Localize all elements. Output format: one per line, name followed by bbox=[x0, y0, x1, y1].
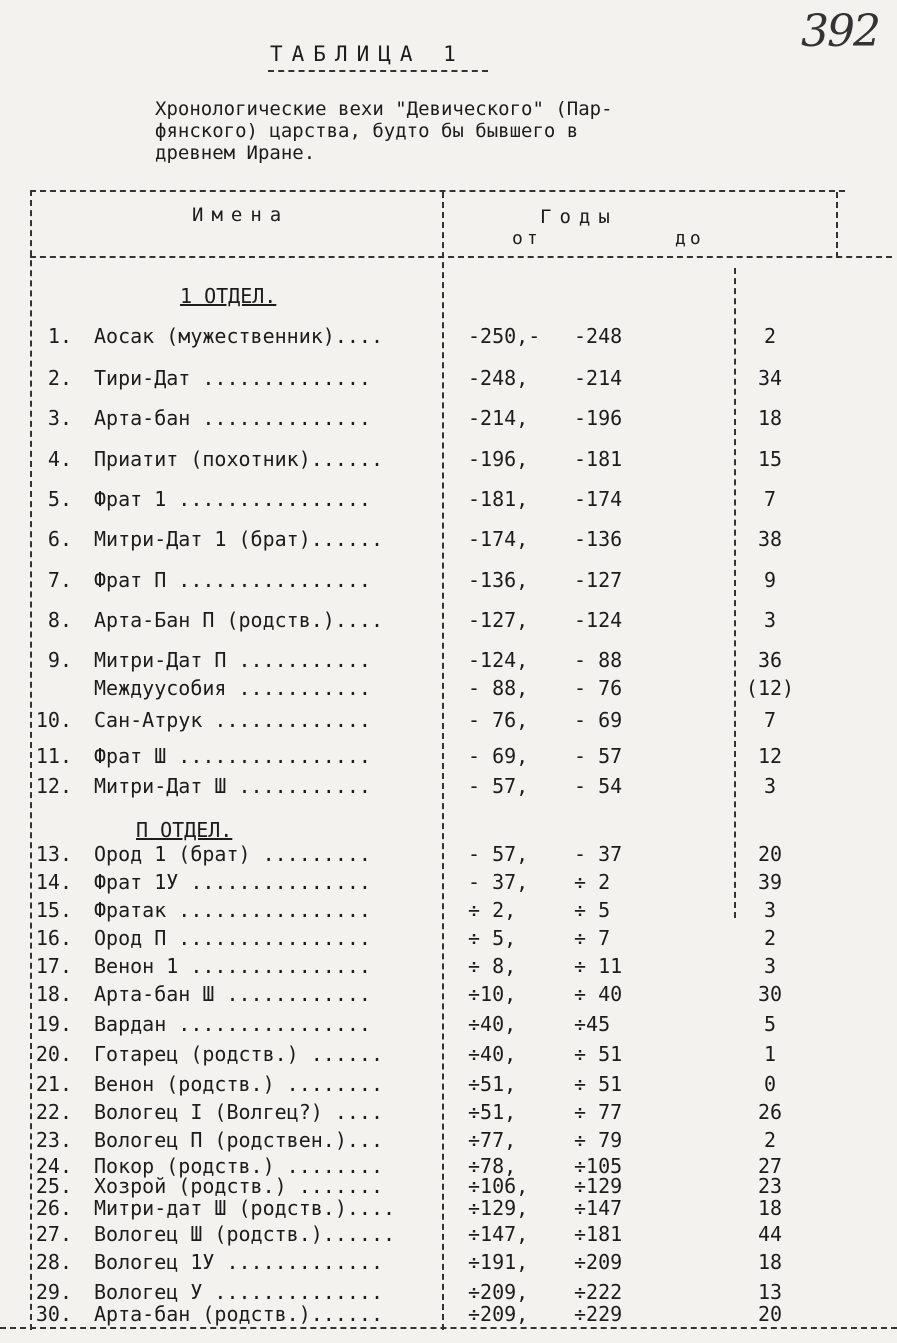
row-number: 10. bbox=[35, 708, 72, 732]
reign-length: 38 bbox=[757, 527, 783, 551]
reign-length: 2 bbox=[763, 324, 777, 348]
year-from: ÷77, bbox=[468, 1128, 517, 1152]
year-from: - 76, bbox=[468, 708, 529, 732]
row-number: 28. bbox=[35, 1250, 72, 1274]
ruler-name: Вологец Ш (родств.)...... bbox=[94, 1222, 396, 1246]
reign-length: 20 bbox=[757, 842, 783, 866]
section-heading-2: П ОТДЕЛ. bbox=[136, 818, 233, 842]
year-from: ÷209, bbox=[468, 1302, 529, 1326]
year-to: ÷222 bbox=[574, 1280, 623, 1304]
year-to: -181 bbox=[574, 447, 623, 471]
ruler-name: Ород П ................ bbox=[94, 926, 371, 950]
row-number: 19. bbox=[35, 1012, 72, 1036]
year-to: -124 bbox=[574, 608, 623, 632]
header-to: до bbox=[675, 228, 705, 249]
year-to: -214 bbox=[574, 366, 623, 390]
row-number: 3. bbox=[47, 406, 72, 430]
table-row bbox=[0, 676, 897, 700]
table-row bbox=[0, 744, 897, 768]
ruler-name: Арта-бан .............. bbox=[94, 406, 371, 430]
year-to: ÷181 bbox=[574, 1222, 623, 1246]
reign-length: 7 bbox=[763, 708, 777, 732]
row-number: 7. bbox=[47, 568, 72, 592]
table-top-rule bbox=[30, 190, 845, 192]
table-row bbox=[0, 870, 897, 894]
row-number: 2. bbox=[47, 366, 72, 390]
row-number: 12. bbox=[35, 774, 72, 798]
ruler-name: Митри-Дат 1 (брат)...... bbox=[94, 527, 383, 551]
year-to: -196 bbox=[574, 406, 623, 430]
ruler-name: Фрат Ш ................ bbox=[94, 744, 371, 768]
year-from: ÷ 8, bbox=[468, 954, 517, 978]
year-from: - 69, bbox=[468, 744, 529, 768]
table-row bbox=[0, 708, 897, 732]
table-row bbox=[0, 527, 897, 551]
year-to: -248 bbox=[574, 324, 623, 348]
year-from: - 57, bbox=[468, 774, 529, 798]
table-row bbox=[0, 926, 897, 950]
table-row bbox=[0, 568, 897, 592]
reign-length: 3 bbox=[763, 608, 777, 632]
year-to: ÷ 51 bbox=[574, 1042, 623, 1066]
row-number: 30. bbox=[35, 1302, 72, 1326]
ruler-name: Вардан ................ bbox=[94, 1012, 371, 1036]
year-from: ÷78, bbox=[468, 1154, 517, 1178]
year-to: ÷147 bbox=[574, 1196, 623, 1220]
table-row bbox=[0, 982, 897, 1006]
row-number: 26. bbox=[35, 1196, 72, 1220]
table-title: ТАБЛИЦА 1 bbox=[270, 42, 465, 66]
table-row bbox=[0, 774, 897, 798]
year-to: ÷ 5 bbox=[574, 898, 611, 922]
year-to: - 57 bbox=[574, 744, 623, 768]
ruler-name: Готарец (родств.) ...... bbox=[94, 1042, 383, 1066]
row-number: 5. bbox=[47, 487, 72, 511]
reign-length: 39 bbox=[757, 870, 783, 894]
year-from: ÷129, bbox=[468, 1196, 529, 1220]
ruler-name: Арта-бан (родств.)...... bbox=[94, 1302, 383, 1326]
year-to: - 37 bbox=[574, 842, 623, 866]
year-from: ÷51, bbox=[468, 1100, 517, 1124]
header-right-rule bbox=[836, 192, 838, 258]
year-to: ÷105 bbox=[574, 1154, 623, 1178]
ruler-name: Хозрой (родств.) ....... bbox=[94, 1174, 383, 1198]
table-row bbox=[0, 1302, 897, 1326]
year-from: ÷147, bbox=[468, 1222, 529, 1246]
ruler-name: Митри-Дат Ш ........... bbox=[94, 774, 371, 798]
year-to: - 88 bbox=[574, 648, 623, 672]
year-from: ÷10, bbox=[468, 982, 517, 1006]
reign-length: 36 bbox=[757, 648, 783, 672]
year-from: - 88, bbox=[468, 676, 529, 700]
table-row bbox=[0, 1100, 897, 1124]
reign-length: 5 bbox=[763, 1012, 777, 1036]
header-from: от bbox=[512, 228, 542, 249]
ruler-name: Фрат 1 ................ bbox=[94, 487, 371, 511]
table-bottom-rule bbox=[0, 1327, 897, 1329]
ruler-name: Фратак ................ bbox=[94, 898, 371, 922]
reign-length: (12) bbox=[745, 676, 795, 700]
year-to: ÷ 77 bbox=[574, 1100, 623, 1124]
ruler-name: Венон 1 ............... bbox=[94, 954, 371, 978]
ruler-name: Вологец 1У ............. bbox=[94, 1250, 383, 1274]
ruler-name: Ород 1 (брат) ......... bbox=[94, 842, 371, 866]
table-row bbox=[0, 487, 897, 511]
row-number: 22. bbox=[35, 1100, 72, 1124]
reign-length: 26 bbox=[757, 1100, 783, 1124]
year-from: - 37, bbox=[468, 870, 529, 894]
reign-length: 1 bbox=[763, 1042, 777, 1066]
table-row bbox=[0, 842, 897, 866]
year-from: -174, bbox=[468, 527, 529, 551]
reign-length: 13 bbox=[757, 1280, 783, 1304]
table-row bbox=[0, 898, 897, 922]
ruler-name: Арта-Бан П (родств.).... bbox=[94, 608, 383, 632]
ruler-name: Фрат 1У ............... bbox=[94, 870, 371, 894]
year-from: -196, bbox=[468, 447, 529, 471]
ruler-name: Вологец У .............. bbox=[94, 1280, 383, 1304]
year-from: -214, bbox=[468, 406, 529, 430]
row-number: 8. bbox=[47, 608, 72, 632]
year-from: -248, bbox=[468, 366, 529, 390]
table-row bbox=[0, 366, 897, 390]
row-number: 6. bbox=[47, 527, 72, 551]
year-from: -127, bbox=[468, 608, 529, 632]
row-number: 25. bbox=[35, 1174, 72, 1198]
row-number: 29. bbox=[35, 1280, 72, 1304]
row-number: 21. bbox=[35, 1072, 72, 1096]
year-from: - 57, bbox=[468, 842, 529, 866]
year-to: -127 bbox=[574, 568, 623, 592]
header-names: Имена bbox=[192, 204, 290, 226]
year-from: ÷209, bbox=[468, 1280, 529, 1304]
reign-length: 2 bbox=[763, 926, 777, 950]
ruler-name: Тири-Дат .............. bbox=[94, 366, 371, 390]
year-to: ÷ 51 bbox=[574, 1072, 623, 1096]
year-from: ÷106, bbox=[468, 1174, 529, 1198]
table-row bbox=[0, 608, 897, 632]
table-row bbox=[0, 954, 897, 978]
ruler-name: Митри-дат Ш (родств.).... bbox=[94, 1196, 396, 1220]
reign-length: 18 bbox=[757, 1250, 783, 1274]
reign-length: 44 bbox=[757, 1222, 783, 1246]
table-row bbox=[0, 1128, 897, 1152]
row-number: 16. bbox=[35, 926, 72, 950]
year-to: -136 bbox=[574, 527, 623, 551]
table-row bbox=[0, 324, 897, 348]
table-row bbox=[0, 1280, 897, 1304]
reign-length: 15 bbox=[757, 447, 783, 471]
row-number: 13. bbox=[35, 842, 72, 866]
reign-length: 30 bbox=[757, 982, 783, 1006]
row-number: 1. bbox=[47, 324, 72, 348]
year-to: ÷229 bbox=[574, 1302, 623, 1326]
header-bottom-rule bbox=[30, 256, 892, 258]
header-years: Годы bbox=[540, 206, 618, 228]
ruler-name: Покор (родств.) ........ bbox=[94, 1154, 383, 1178]
year-to: - 54 bbox=[574, 774, 623, 798]
year-from: ÷ 2, bbox=[468, 898, 517, 922]
ruler-name: Сан-Атрук ............. bbox=[94, 708, 371, 732]
reign-length: 2 bbox=[763, 1128, 777, 1152]
reign-length: 18 bbox=[757, 1196, 783, 1220]
reign-length: 18 bbox=[757, 406, 783, 430]
row-number: 11. bbox=[35, 744, 72, 768]
row-number: 23. bbox=[35, 1128, 72, 1152]
year-to: ÷ 11 bbox=[574, 954, 623, 978]
year-from: -181, bbox=[468, 487, 529, 511]
ruler-name: Вологец П (родствен.)... bbox=[94, 1128, 383, 1152]
table-row bbox=[0, 1196, 897, 1220]
reign-length: 9 bbox=[763, 568, 777, 592]
reign-length: 12 bbox=[757, 744, 783, 768]
reign-length: 23 bbox=[757, 1174, 783, 1198]
table-row bbox=[0, 1222, 897, 1246]
reign-length: 20 bbox=[757, 1302, 783, 1326]
year-from: -124, bbox=[468, 648, 529, 672]
row-number: 18. bbox=[35, 982, 72, 1006]
table-row bbox=[0, 1042, 897, 1066]
year-from: ÷40, bbox=[468, 1012, 517, 1036]
section-heading-1: 1 ОТДЕЛ. bbox=[180, 284, 277, 308]
reign-length: 27 bbox=[757, 1154, 783, 1178]
year-to: ÷209 bbox=[574, 1250, 623, 1274]
ruler-name: Фрат П ................ bbox=[94, 568, 371, 592]
ruler-name: Венон (родств.) ........ bbox=[94, 1072, 383, 1096]
ruler-name: Аосак (мужественник).... bbox=[94, 324, 383, 348]
year-to: ÷129 bbox=[574, 1174, 623, 1198]
title-underline bbox=[268, 70, 488, 72]
year-to: ÷ 2 bbox=[574, 870, 611, 894]
year-to: -174 bbox=[574, 487, 623, 511]
year-to: ÷ 40 bbox=[574, 982, 623, 1006]
row-number: 14. bbox=[35, 870, 72, 894]
row-number: 9. bbox=[47, 648, 72, 672]
table-caption: Хронологические вехи "Девического" (Пар- фянского) царства, будто бы бывшего в древнем Иране. bbox=[155, 98, 613, 164]
row-number: 20. bbox=[35, 1042, 72, 1066]
table-row bbox=[0, 1072, 897, 1096]
reign-length: 34 bbox=[757, 366, 783, 390]
year-from: ÷ 5, bbox=[468, 926, 517, 950]
ruler-name: Междуусобия ........... bbox=[94, 676, 371, 700]
page-number: 392 bbox=[801, 6, 879, 57]
row-number: 15. bbox=[35, 898, 72, 922]
ruler-name: Арта-бан Ш ............ bbox=[94, 982, 371, 1006]
reign-length: 3 bbox=[763, 774, 777, 798]
year-to: - 69 bbox=[574, 708, 623, 732]
table-row bbox=[0, 447, 897, 471]
reign-length: 3 bbox=[763, 898, 777, 922]
year-to: ÷ 7 bbox=[574, 926, 611, 950]
year-to: ÷ 79 bbox=[574, 1128, 623, 1152]
row-number: 4. bbox=[47, 447, 72, 471]
row-number: 24. bbox=[35, 1154, 72, 1178]
reign-length: 7 bbox=[763, 487, 777, 511]
year-from: ÷51, bbox=[468, 1072, 517, 1096]
reign-length: 3 bbox=[763, 954, 777, 978]
row-number: 17. bbox=[35, 954, 72, 978]
year-from: -250,- bbox=[468, 324, 541, 348]
year-to: - 76 bbox=[574, 676, 623, 700]
table-row bbox=[0, 1174, 897, 1198]
reign-length: 0 bbox=[763, 1072, 777, 1096]
table-row bbox=[0, 648, 897, 672]
row-number: 27. bbox=[35, 1222, 72, 1246]
year-from: -136, bbox=[468, 568, 529, 592]
table-row bbox=[0, 406, 897, 430]
year-from: ÷40, bbox=[468, 1042, 517, 1066]
ruler-name: Вологец I (Волгец?) .... bbox=[94, 1100, 383, 1124]
ruler-name: Приатит (похотник)...... bbox=[94, 447, 383, 471]
year-from: ÷191, bbox=[468, 1250, 529, 1274]
table-row bbox=[0, 1012, 897, 1036]
ruler-name: Митри-Дат П ........... bbox=[94, 648, 371, 672]
year-to: ÷45 bbox=[574, 1012, 611, 1036]
table-row bbox=[0, 1250, 897, 1274]
